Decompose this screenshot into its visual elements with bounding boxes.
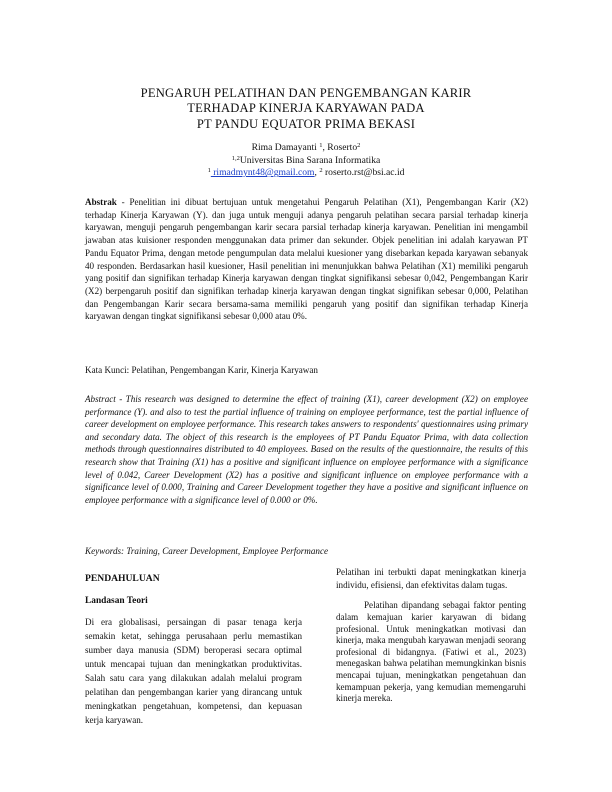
author-2-name: Roserto: [327, 142, 358, 153]
author-separator: ,: [322, 142, 328, 153]
abstract-label: Abstrak: [85, 197, 117, 207]
author-emails: [0, 167, 612, 180]
intro-paragraph: Di era globalisasi, persaingan di pasar tenaga kerja semakin ketat, sehingga perusahaan perlu memastikan sumber daya manusia (SDM) beroperasi secara optimal untuk mencapai tujuan dan meningkatkan produktivitas. Salah satu cara yang dilakukan adalah melalui program pelatihan dan pengembangan karier yang dirancang untuk meningkatkan pengetahuan, kompetensi, dan kepuasan kerja karyawan.: [85, 617, 302, 725]
email-2-superscript: 2: [319, 167, 323, 175]
email-separator: ,: [314, 167, 320, 179]
title-line-2: TERHADAP KINERJA KARYAWAN PADA: [187, 101, 425, 116]
right-paragraph-2: Pelatihan dipandang sebagai faktor penting dalam kemajuan karier karyawan di bidang profesional. Untuk meningkatkan motivasi dan kinerja, maka mengubah karyawan menjadi seorang profesional di bidangnya. (Fatiwi et al., 2023) menegaskan bahwa pelatihan memungkinkan bisnis mencapai tujuan, meningkatkan pengetahuan dan kemampuan pekerja, yang kemudian memengaruhi kinerja mereka.: [336, 600, 526, 704]
paper-title: [0, 86, 612, 132]
left-column: [85, 573, 302, 727]
email-1-link[interactable]: rimadmynt48@gmail.com: [210, 167, 315, 179]
right-column: [336, 566, 526, 705]
author-2-superscript: 2: [357, 142, 361, 149]
kata-kunci: Kata Kunci: Pelatihan, Pengembangan Karir, Kinerja Karyawan: [85, 365, 318, 375]
abstract-text: - Penelitian ini dibuat bertujuan untuk mengetahui Pengaruh Pelatihan (X1), Pengembangan Karir (X2) terhadap Kinerja Karyawan (Y). dan juga untuk menguji adanya pengaruh pelatihan secara parsial terhadap kinerja karyawan, menguji pengaruh pengembangan karir secara parsial terhadap kinerja karyawan. Penelitian ini mengambil jawaban atas kuisioner responden menggunakan data primer dan sekunder. Objek penelitian ini adalah karyawan PT Pandu Equator Prima, dengan metode pengumpulan data melalui kuesioner yang disebarkan kepada karyawan sebanyak 40 responden. Berdasarkan hasil kuesioner, Hasil penelitian ini menunjukkan bahwa Pelatihan (X1) memiliki pengaruh yang positif dan signifikan terhadap Kinerja karyawan dengan tingkat signifikansi sebesar 0,042, Pengembangan Karir (X2) berpengaruh positif dan signifikan terhadap kinerja karyawan dengan tingkat signifikan sebesar 0,000, Pelatihan dan Pengembangan Karir secara bersama-sama memiliki pengaruh yang positif dan signifikan terhadap Kinerja karyawan dengan tingkat signifikansi sebesar 0,000 atau 0%.: [85, 197, 528, 322]
email-2-text: roserto.rst@bsi.ac.id: [322, 167, 405, 179]
affiliation: [0, 155, 612, 168]
author-1-name: Rima Damayanti: [251, 142, 320, 153]
affiliation-text: Universitas Bina Sarana Informatika: [239, 154, 381, 166]
author-names: [0, 142, 612, 155]
subheading-landasan-teori: Landasan Teori: [85, 596, 148, 606]
abstract-english: Abstract - This research was designed to determine the effect of training (X1), career development (X2) on employee performance (Y). and also to test the partial influence of training on employee performance, test the partial influence of career development on employee performance. This research takes answers to respondents' questionnaires using primary and secondary data. The object of this research is the employees of PT Pandu Equator Prima, with data collection methods through questionnaires distributed to 40 employees. Based on the results of the questionnaire, the results of this research show that Training (X1) has a positive and significant influence on employee performance with a significance level of 0.042, Career Development (X2) has a positive and significant influence on employee performance with a significance level of 0.000, Training and Career Development together they have a positive and significant influence on employee performance with a significance level of 0.000 or 0%.: [85, 394, 528, 505]
section-heading-pendahuluan: PENDAHULUAN: [85, 573, 160, 584]
author-1-superscript: 1: [319, 142, 323, 149]
title-line-1: PENGARUH PELATIHAN DAN PENGEMBANGAN KARIR: [140, 86, 472, 100]
affiliation-superscript: 1,2: [231, 154, 240, 162]
author-block: [0, 142, 612, 180]
keywords-english: Keywords: Training, Career Development, Employee Performance: [85, 546, 329, 556]
email-1-superscript: 1: [207, 167, 211, 175]
title-line-3: PT PANDU EQUATOR PRIMA BEKASI: [196, 116, 416, 131]
abstract-indonesian: [85, 196, 528, 323]
right-paragraph-1: Pelatihan ini terbukti dapat meningkatkan kinerja individu, efisiensi, dan efektivitas dalam tugas.: [336, 567, 526, 590]
